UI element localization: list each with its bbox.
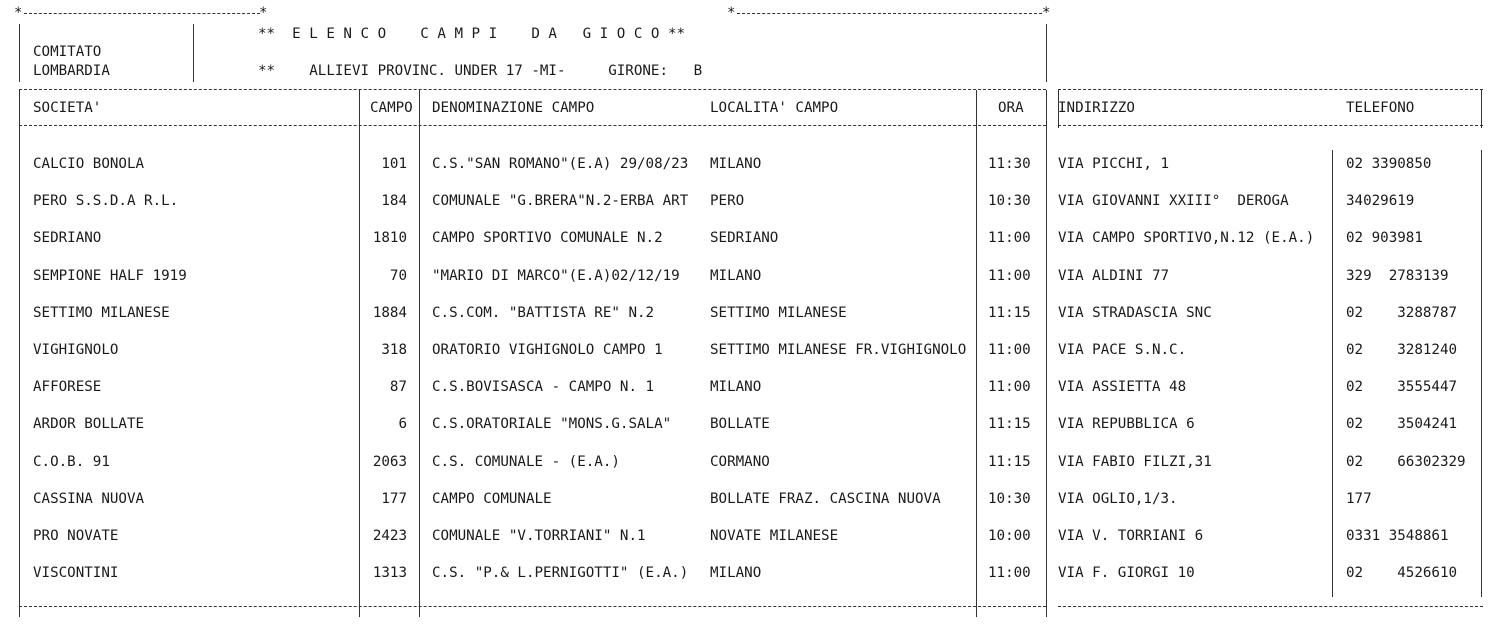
cell-indirizzo: VIA PICCHI, 1 [1058, 156, 1170, 172]
cell-denominazione: C.S. "P.& L.PERNIGOTTI" (E.A.) [432, 565, 689, 581]
cell-telefono: 02 3288787 [1346, 305, 1458, 321]
cell-indirizzo: VIA PACE S.N.C. [1058, 342, 1187, 358]
cell-telefono: 34029619 [1346, 193, 1415, 209]
cell-ora: 11:15 [988, 454, 1031, 470]
cell-denominazione: "MARIO DI MARCO"(E.A)02/12/19 [432, 268, 680, 284]
cell-localita: MILANO [710, 379, 762, 395]
column-line [19, 90, 20, 617]
column-line [1046, 90, 1047, 617]
cell-localita: MILANO [710, 268, 762, 284]
cell-ora: 10:30 [988, 491, 1031, 507]
cell-localita: CORMANO [710, 454, 770, 470]
separator-top-right [1058, 89, 1483, 90]
cell-campo: 1884 [372, 305, 407, 321]
cell-campo: 87 [389, 379, 407, 395]
cell-societa: C.O.B. 91 [33, 454, 110, 470]
cell-indirizzo: VIA STRADASCIA SNC [1058, 305, 1212, 321]
cell-denominazione: C.S. COMUNALE - (E.A.) [432, 454, 620, 470]
cell-indirizzo: VIA ASSIETTA 48 [1058, 379, 1187, 395]
column-line [976, 90, 977, 617]
cell-societa: CALCIO BONOLA [33, 156, 145, 172]
cell-societa: VISCONTINI [33, 565, 119, 581]
corner-star: * [727, 5, 736, 21]
cell-ora: 11:30 [988, 156, 1031, 172]
separator-top-left [19, 89, 1046, 90]
corner-star: * [14, 5, 23, 21]
cell-societa: SEDRIANO [33, 230, 102, 246]
cell-telefono: 329 2783139 [1346, 268, 1449, 284]
cell-ora: 11:00 [988, 565, 1031, 581]
cell-campo: 70 [389, 268, 407, 284]
cell-ora: 11:15 [988, 416, 1031, 432]
category-line: ** ALLIEVI PROVINC. UNDER 17 -MI- GIRONE: B [258, 63, 703, 79]
corner-star: * [1042, 5, 1051, 21]
cell-indirizzo: VIA FABIO FILZI,31 [1058, 454, 1212, 470]
cell-campo: 184 [381, 193, 407, 209]
corner-star: * [259, 5, 268, 21]
cell-denominazione: CAMPO COMUNALE [432, 491, 552, 507]
cell-societa: SETTIMO MILANESE [33, 305, 170, 321]
cell-indirizzo: VIA GIOVANNI XXIII° DEROGA [1058, 193, 1289, 209]
document-title: ** E L E N C O C A M P I D A G I O C O ** [258, 26, 686, 42]
separator-header-left [19, 125, 1046, 126]
cell-telefono: 02 903981 [1346, 230, 1423, 246]
col-header-denominazione: DENOMINAZIONE CAMPO [432, 100, 595, 116]
col-header-societa: SOCIETA' [33, 100, 102, 116]
cell-denominazione: C.S.ORATORIALE "MONS.G.SALA" [432, 416, 672, 432]
header-left-edge [19, 24, 20, 82]
cell-localita: MILANO [710, 156, 762, 172]
cell-localita: NOVATE MILANESE [710, 528, 839, 544]
col-header-ora: ORA [998, 100, 1024, 116]
cell-ora: 11:00 [988, 379, 1031, 395]
cell-campo: 6 [398, 416, 407, 432]
cell-localita: PERO [710, 193, 745, 209]
cell-denominazione: C.S."SAN ROMANO"(E.A) 29/08/23 [432, 156, 689, 172]
cell-localita: SETTIMO MILANESE FR.VIGHIGNOLO [710, 342, 967, 358]
cell-societa: VIGHIGNOLO [33, 342, 119, 358]
header-right-edge [1046, 24, 1047, 82]
org-line-1: COMITATO [33, 44, 102, 60]
cell-telefono: 0331 3548861 [1346, 528, 1449, 544]
top-border-right [737, 13, 1042, 14]
cell-denominazione: C.S.COM. "BATTISTA RE" N.2 [432, 305, 655, 321]
cell-denominazione: ORATORIO VIGHIGNOLO CAMPO 1 [432, 342, 663, 358]
cell-campo: 318 [381, 342, 407, 358]
cell-telefono: 02 3555447 [1346, 379, 1458, 395]
cell-indirizzo: VIA REPUBBLICA 6 [1058, 416, 1195, 432]
separator-header-right [1058, 125, 1483, 126]
cell-localita: SETTIMO MILANESE [710, 305, 847, 321]
cell-ora: 11:00 [988, 342, 1031, 358]
header-divider [193, 24, 194, 82]
column-line [1481, 150, 1482, 597]
cell-ora: 10:00 [988, 528, 1031, 544]
cell-campo: 2423 [372, 528, 407, 544]
cell-telefono: 177 [1346, 491, 1372, 507]
cell-localita: BOLLATE [710, 416, 770, 432]
cell-ora: 10:30 [988, 193, 1031, 209]
cell-campo: 1810 [372, 230, 407, 246]
cell-denominazione: C.S.BOVISASCA - CAMPO N. 1 [432, 379, 655, 395]
cell-telefono: 02 4526610 [1346, 565, 1458, 581]
cell-telefono: 02 3390850 [1346, 156, 1432, 172]
cell-telefono: 02 66302329 [1346, 454, 1466, 470]
column-line [1332, 150, 1333, 597]
col-header-localita: LOCALITA' CAMPO [710, 100, 839, 116]
cell-indirizzo: VIA V. TORRIANI 6 [1058, 528, 1204, 544]
cell-ora: 11:15 [988, 305, 1031, 321]
cell-indirizzo: VIA OGLIO,1/3. [1058, 491, 1178, 507]
cell-indirizzo: VIA ALDINI 77 [1058, 268, 1170, 284]
col-header-indirizzo: INDIRIZZO [1058, 100, 1135, 116]
cell-ora: 11:00 [988, 230, 1031, 246]
cell-denominazione: COMUNALE "G.BRERA"N.2-ERBA ART [432, 193, 689, 209]
cell-telefono: 02 3504241 [1346, 416, 1458, 432]
cell-societa: AFFORESE [33, 379, 102, 395]
separator-bottom-left [19, 606, 1046, 607]
cell-ora: 11:00 [988, 268, 1031, 284]
column-line [419, 90, 420, 617]
cell-societa: CASSINA NUOVA [33, 491, 145, 507]
cell-denominazione: CAMPO SPORTIVO COMUNALE N.2 [432, 230, 663, 246]
cell-telefono: 02 3281240 [1346, 342, 1458, 358]
cell-campo: 2063 [372, 454, 407, 470]
cell-localita: MILANO [710, 565, 762, 581]
cell-societa: PERO S.S.D.A R.L. [33, 193, 179, 209]
column-line [1481, 90, 1482, 128]
cell-campo: 1313 [372, 565, 407, 581]
cell-indirizzo: VIA F. GIORGI 10 [1058, 565, 1195, 581]
cell-localita: SEDRIANO [710, 230, 779, 246]
col-header-campo: CAMPO [370, 100, 413, 116]
cell-societa: SEMPIONE HALF 1919 [33, 268, 187, 284]
cell-localita: BOLLATE FRAZ. CASCINA NUOVA [710, 491, 941, 507]
cell-societa: PRO NOVATE [33, 528, 119, 544]
org-line-2: LOMBARDIA [33, 63, 110, 79]
cell-societa: ARDOR BOLLATE [33, 416, 145, 432]
cell-indirizzo: VIA CAMPO SPORTIVO,N.12 (E.A.) [1058, 230, 1315, 246]
cell-campo: 101 [381, 156, 407, 172]
cell-campo: 177 [381, 491, 407, 507]
separator-bottom-right [1058, 606, 1483, 607]
top-border-left [24, 13, 260, 14]
cell-denominazione: COMUNALE "V.TORRIANI" N.1 [432, 528, 646, 544]
col-header-telefono: TELEFONO [1346, 100, 1415, 116]
